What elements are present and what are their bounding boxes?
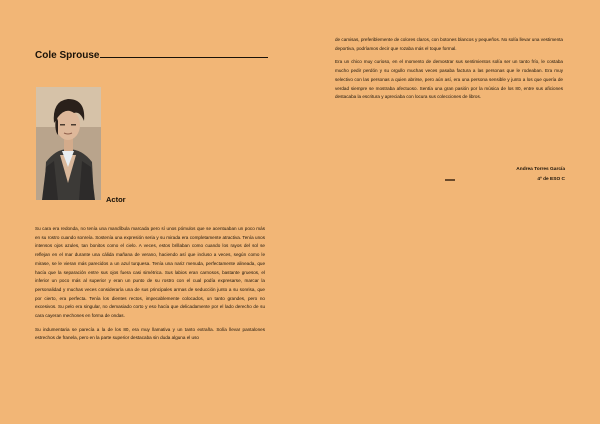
portrait-image [36, 87, 101, 200]
author-name: Andrea Torres García [516, 167, 565, 172]
title-underline [100, 57, 268, 58]
paragraph: Era un chico muy curioso, en el momento de demostrar sus sentimientos solía ser un tanto frío, le costaba mucho pedir perdón y su orgullo muchas veces pasaba factura a las personas que le rodeaban. Era muy selectivo con las personas a quien abrirse, pero aún así, era una persona sensible y junto a los que quería de verdad siempre se mostraba afectuoso. Sentía una gran pasión por la música de los 80, entre sus aficiones destacaba la escritura y apreciaba con locura sus colecciones de libros. [335, 59, 563, 100]
author-class: 4º de ESO C [537, 177, 565, 182]
right-body-text [335, 36, 563, 107]
author-signature-block [516, 165, 565, 185]
title-text: Cole Sprouse [35, 50, 100, 61]
paragraph: Su cara era redonda, no tenía una mandíbula marcada pero sí unos pómulos que se acentuaban un poco más en su rostro cuando sonreía. Sostenía una expresión seria y su mirada era completamente atractiva. Tenía unos intensos ojos azules, tan bonitos como el cielo. A veces, estos brillaban como cuando los rayos del sol se reflejan en el mar durante una cálida mañana de verano, haciendo así que incluso a veces, según como le mirase, se le vieran más parecidos a un azul turquesa. Tenía una nariz menuda, perfectamente alineada, que hacía que la separación entre sus ojos fuera casi simétrica. Sus labios eran carnosos, bastante gruesos, el inferior un poco más al superior y eran un punto de su rostro con el cual podía expresarse, marcar la personalidad y muchas veces consideraría una de sus principales armas de seducción junto a su sonrisa, que por cierto, era perfecta. Tenía los dientes rectos, impecablemente colocados, un tanto grandes, pero no excesivos. Su pelo era singular, no demasiado corto y eso hacía que delicadamente por el lado derecho de su cara cayeran mechones en forma de ondas. [35, 226, 265, 319]
page-title [35, 50, 268, 61]
page-marker [445, 179, 455, 181]
paragraph: Su indumentaria se parecía a la de los 80, era muy llamativa y un tanto extraña. Solía llevar pantalones estrechos de franela, pero en la parte superior destacaba sin duda alguna el uso [35, 326, 265, 341]
photo-caption: Actor [106, 195, 126, 204]
paragraph: de camisas, preferiblemente de colores claros, con botones blancos y pequeños. No solía llevar una vestimenta deportiva, podríamos decir que rozaba más el toque formal. [335, 37, 563, 51]
left-body-text [35, 225, 265, 348]
portrait-photo [36, 87, 101, 200]
right-page [300, 0, 600, 424]
